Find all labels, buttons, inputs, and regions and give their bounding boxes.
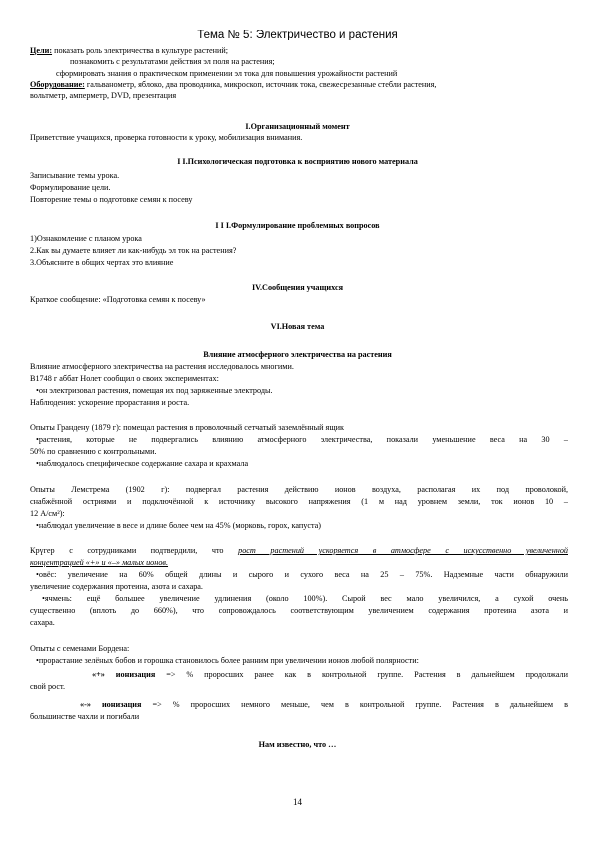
subsection-heading: Влияние атмосферного электричества на растения (203, 350, 392, 359)
kruger-line-4: увеличение содержания протеина, азота и сахара. (30, 582, 203, 591)
equipment-text-2: вольтметр, амперметр, DVD, презентация (30, 91, 177, 100)
borden-line-3-text: => % проросших ранее как в контрольной группе. Растения в дальнейшем продолжали (155, 670, 568, 679)
negative-ionization-label: «-» ионизация (80, 700, 142, 709)
borden-line-5-text: => % проросших немного меньше, чем в контрольной группе. Растения в дальнейшем в (141, 700, 568, 709)
kruger-line-1 (30, 546, 568, 556)
kruger-line-7: сахара. (30, 618, 55, 627)
section-4-heading: IV.Сообщения учащихся (251, 283, 344, 292)
borden-line-1: Опыты с семенами Бордена: (30, 644, 130, 653)
equipment-text-1: гальванометр, яблоко, два проводника, микроскоп, источник тока, свежесрезанные стебли растения, (84, 80, 437, 89)
borden-line-2: •прорастание зелёных бобов и горошка становилось более ранним при увеличении ионов любой полярности: (36, 656, 419, 665)
section-2-heading: I I.Психологическая подготовка к восприятию нового материала (177, 157, 418, 166)
borden-line-3 (92, 670, 568, 680)
nolet-line-3: •он электризовал растения, помещая их под заряженные электроды. (36, 386, 273, 395)
kruger-line-3: •овёс: увеличение на 60% общей длины и сырого и сухого веса на 25 – 75%. Надземные части обнаружили (36, 570, 568, 579)
question-2: 2.Как вы думаете влияет ли как-нибудь эл ток на растения? (30, 246, 237, 255)
equipment-line-1 (30, 80, 568, 90)
lemstrem-line-3: 12 А/см²): (30, 509, 65, 518)
question-3: 3.Объясните в общих чертах это влияние (30, 258, 174, 267)
page-title: Тема № 5: Электричество и растения (197, 30, 398, 40)
section-1-heading: I.Организационный момент (245, 122, 350, 131)
section-4-text: Краткое сообщение: «Подготовка семян к посеву» (30, 295, 206, 304)
goals-line-1 (30, 46, 568, 56)
granden-line-1: Опыты Грандену (1879 г): помещал растения в проволочный сетчатый заземлённый ящик (30, 423, 344, 432)
granden-line-4: •наблюдалось специфическое содержание сахара и крахмала (36, 459, 249, 468)
nolet-line-1: Влияние атмосферного электричества на растения исследовалось многими. (30, 362, 294, 371)
question-1: 1)Ознакомление с планом урока (30, 234, 142, 243)
borden-line-6: большинстве чахли и погибали (30, 712, 140, 721)
section-5-heading: VI.Новая тема (270, 322, 325, 331)
nolet-line-2: В1748 г аббат Нолет сообщил о своих экспериментах: (30, 374, 219, 383)
equipment-label: Оборудование: (30, 80, 85, 89)
borden-line-4: свой рост. (30, 682, 66, 691)
granden-line-3: 50% по сравнению с контрольными. (30, 447, 157, 456)
kruger-line-1-plain: Крүгер с сотрудниками подтвердили, что (30, 546, 239, 555)
lemstrem-line-2: снабжённой остриями и подключённой к источнику высокого напряжения (1 м над уровнем земли, ток ионов 10 – (30, 497, 568, 506)
goals-label: Цели: (30, 46, 53, 55)
page-number: 14 (293, 797, 302, 807)
section-2-line-1: Записывание темы урока. (30, 171, 120, 180)
section-1-text: Приветствие учащихся, проверка готовности к уроку, мобилизация внимания. (30, 133, 303, 142)
positive-ionization-label: «+» ионизация (92, 670, 156, 679)
borden-line-5 (80, 700, 568, 710)
closing-line: Нам известно, что … (258, 740, 337, 749)
kruger-line-1-emphasis: рост растений ускоряется в атмосфере с искусственно увеличенной (238, 546, 568, 555)
section-2-line-2: Формулирование цели. (30, 183, 111, 192)
kruger-line-6: существенно (вплоть до 660%), что сопровождалось соответствующим увеличением содержания протеина азота и (30, 606, 568, 615)
kruger-line-2: концентрацией «+» и «–» малых ионов. (30, 558, 169, 567)
granden-line-2: •растения, которые не подвергались влиянию атмосферного электричества, показали уменьшение веса на 30 – (36, 435, 568, 444)
section-3-heading: I I I.Формулирование проблемных вопросов (215, 221, 380, 230)
goal-1: показать роль электричества в культуре растений; (52, 46, 229, 55)
nolet-line-4: Наблюдения: ускорение прорастания и роста. (30, 398, 190, 407)
lemstrem-line-4: •наблюдал увеличение в весе и длине более чем на 45% (морковь, горох, капуста) (36, 521, 321, 530)
section-2-line-3: Повторение темы о подготовке семян к посеву (30, 195, 193, 204)
goal-2: познакомить с результатами действия эл поля на растения; (70, 57, 275, 66)
goal-3: сформировать знания о практическом применении эл тока для повышения урожайности растений (56, 69, 398, 78)
kruger-line-5: •ячмень: ещё большее увеличение удлинения (около 100%). Сырой вес мало увеличился, а сухой очень (42, 594, 568, 603)
lemstrem-line-1: Опыты Лемстрема (1902 г): подвергал растения действию ионов воздуха, располагая их под проволокой, (30, 485, 568, 494)
